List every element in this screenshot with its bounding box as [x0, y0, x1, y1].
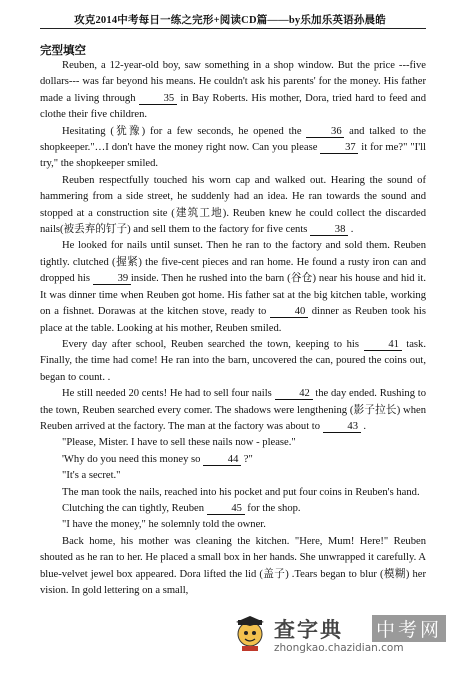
passage-paragraph: Hesitating (犹豫) for a few seconds, he opened the 36 and talked to the shopkeeper."…I don't have the money right now. Can you please 37 it for me?" "I'll try," the shopkeeper smiled.: [40, 125, 426, 170]
cloze-blank: 40: [270, 306, 308, 318]
passage-paragraph: Every day after school, Reuben searched the town, keeping to his 41 task. Finally, the time had come! He ran into the barn, uncovered the can, poured the coins out, began to count. .: [40, 338, 426, 383]
passage-paragraph: "Please, Mister. I have to sell these nails now - please.": [62, 437, 296, 449]
passage-paragraph: Reuben, a 12-year-old boy, saw something in a shop window. But the price ---five dollars--- was far beyond his means. He couldn't ask his parents' for the money. His father made a living through 35 in Bay Roberts. His mother, Dora, tried hard to feed and clothe their five children.: [40, 60, 426, 121]
passage-paragraph: "I have the money," he solemnly told the owner.: [62, 519, 266, 531]
watermark-brand: 查字典: [274, 618, 343, 642]
passage-paragraph: Clutching the can tightly, Reuben 45 for the shop.: [62, 502, 301, 514]
passage-paragraph: He still needed 20 cents! He had to sell four nails 42 the day ended. Rushing to the town, Reuben searched every comer. The shadows were lengthening (影子拉长) when Reuben arrived at the factory. The man at the factory was about to 43 .: [40, 388, 426, 432]
cloze-blank: 43: [323, 421, 361, 433]
cloze-blank: 44: [203, 454, 241, 466]
page-header: 攻克2014中考每日一练之完形+阅读CD篇——by乐加乐英语孙晨皓: [74, 15, 386, 26]
watermark: [230, 612, 456, 672]
cloze-blank: 41: [364, 339, 402, 351]
cloze-blank: 37: [320, 142, 358, 154]
cloze-blank: 35: [139, 93, 177, 105]
header-divider: [40, 28, 426, 29]
section-title: 完型填空: [40, 45, 86, 57]
passage-paragraph: The man took the nails, reached into his pocket and put four coins in Reuben's hand.: [62, 486, 420, 498]
watermark-brand-secondary: 中考网: [372, 615, 446, 642]
cloze-blank: 45: [207, 503, 245, 515]
cloze-blank: 38: [310, 224, 348, 236]
cloze-blank: 36: [306, 126, 344, 138]
passage-body: [40, 58, 426, 599]
passage-paragraph: He looked for nails until sunset. Then he ran to the factory and sold them. Reuben tightly. clutched (握紧) the five-cent pieces and ran home. He found a rusty iron can and dropped his 39 inside. Then he rushed into the barn (谷仓) near his house and hid it. It was dinner time when Reuben got home. His father sat at the big kitchen table, working on a fishnet. Dorawas at the kitchen stove, ready to 40 dinner as Reuben took his place at the table. Looking at his mother, Reuben smiled.: [40, 240, 427, 334]
cloze-blank: 39: [93, 273, 131, 285]
cloze-blank: 42: [275, 388, 313, 400]
passage-paragraph: Back home, his mother was cleaning the kitchen. "Here, Mum! Here!" Reuben shouted as he ran to her. He placed a small box in her hands. She unwrapped it carefully. A blue-velvet jewel box appeared. Dora lifted the lid (盖子) .Tears began to blur (模糊) her vision. In gold lettering on a small,: [40, 535, 426, 596]
passage-paragraph: Reuben respectfully touched his worn cap and walked out. Hearing the sound of hammering from a side street, he suddenly had an idea. He ran towards the sound and stopped at a construction site (建筑工地). Reuben knew he could collect the discarded nails(被丢弃的钉子) and sell them to the factory for five cents 38 .: [40, 174, 426, 236]
mascot-logo-icon: [232, 614, 268, 652]
passage-paragraph: "It's a secret.": [62, 470, 121, 482]
watermark-url: zhongkao.chazidian.com: [274, 642, 404, 654]
passage-paragraph: 'Why do you need this money so 44 ?": [62, 453, 253, 465]
